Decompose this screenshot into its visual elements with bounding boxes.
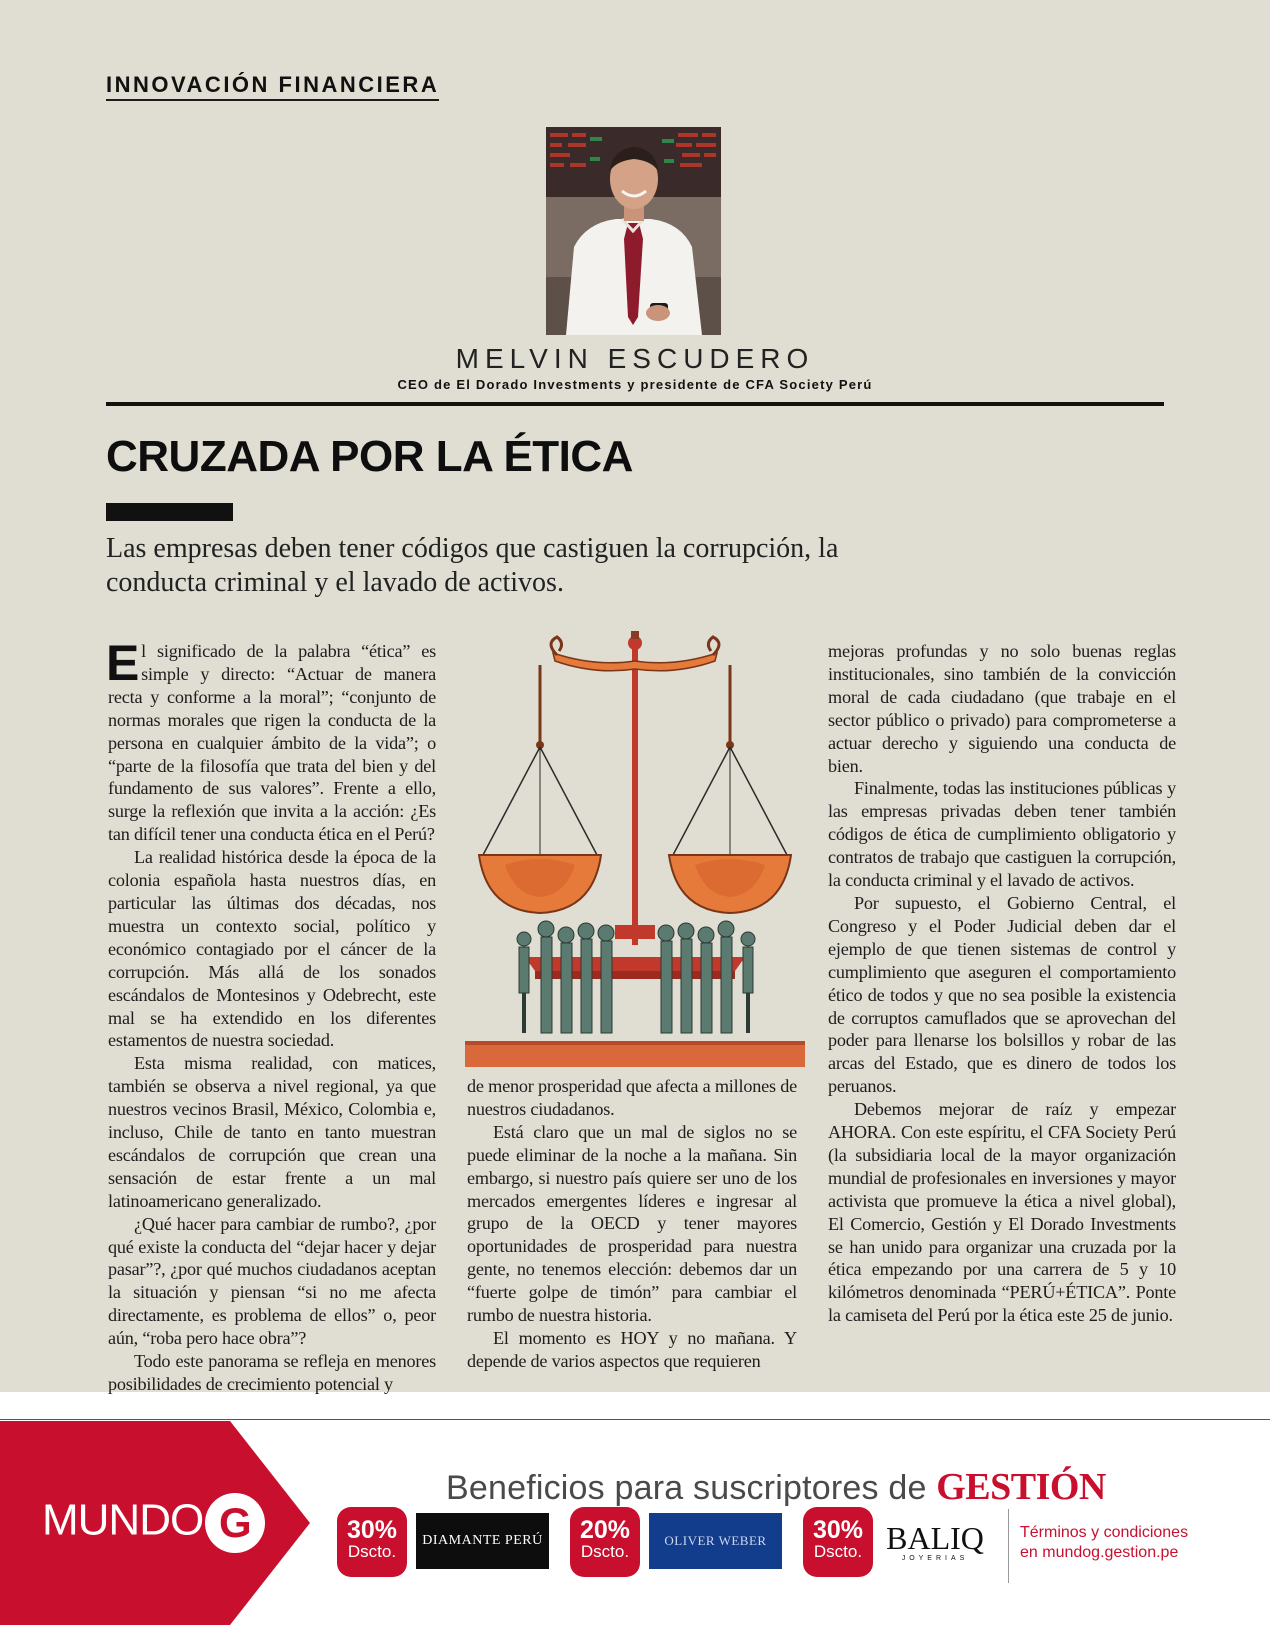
author-role: CEO de El Dorado Investments y presidente de CFA Society Perú <box>397 377 873 392</box>
brand-sub: JOYERIAS <box>901 1555 969 1562</box>
author-photo <box>546 127 721 335</box>
brand-logo-diamante[interactable]: DIAMANTE PERÚ <box>416 1513 549 1569</box>
paragraph <box>106 635 436 846</box>
headline-bar <box>106 503 233 521</box>
paragraph: La realidad histórica desde la época de la colonia española hasta nuestros días, en particular las últimas dos décadas, nos muestra un contexto social, político y económico contagiado por el cáncer de la corrupción. Más allá de los sonados escándalos de Montesinos y Odebrecht, este mal se ha extendido en los diferentes estamentos de nuestra sociedad. <box>108 847 436 1051</box>
paragraph: Por supuesto, el Gobierno Central, el Congreso y el Poder Judicial deben dar el ejemplo de que tienen sistemas de control y cumplimiento que aseguren el comportamiento ético de todos y que no sea posible la existencia de corruptos camuflados que se aprovechan del poder para llenarse los bolsillos y robar de las arcas del Estado, que es dinero de todos los peruanos. <box>828 892 1176 1097</box>
terms-link[interactable] <box>1020 1523 1188 1563</box>
logo-badge: G <box>193 1481 278 1566</box>
ad-title <box>446 1465 1106 1509</box>
article-column-1 <box>106 635 436 1396</box>
headline: CRUZADA POR LA ÉTICA <box>106 432 633 481</box>
ad-title-text: Beneficios para suscriptores de <box>446 1469 937 1507</box>
drop-cap: E <box>106 635 140 691</box>
author-name: MELVIN ESCUDERO <box>455 343 815 374</box>
logo-text: MUNDO <box>42 1495 204 1545</box>
section-label: INNOVACIÓN FINANCIERA <box>106 72 439 101</box>
article-column-3 <box>828 640 1176 1327</box>
discount-badge[interactable]: 30% Dscto. <box>337 1507 407 1577</box>
divider-rule <box>106 402 1164 406</box>
article-column-2 <box>467 1075 797 1373</box>
discount-badge[interactable]: 30% Dscto. <box>803 1507 873 1577</box>
terms-url: en mundog.gestion.pe <box>1020 1544 1179 1561</box>
deck: Las empresas deben tener códigos que castiguen la corrupción, la conducta criminal y el lavado de activos. <box>106 533 839 598</box>
paragraph: Está claro que un mal de siglos no se puede eliminar de la noche a la mañana. Sin embargo, si nuestro país quiere ser uno de los mercados emergentes líderes e ingresar al grupo de la OECD y tener mayores oportunidades de prosperidad para nuestra gente, no tenemos elección: debemos dar un “fuerte golpe de timón” para cambiar el rumbo de nuestra historia. <box>467 1121 797 1326</box>
paragraph: Debemos mejorar de raíz y empezar AHORA. Con este espíritu, el CFA Society Perú (la subsidiaria local de la mayor organización mundial de profesionales en inversiones y mayor activista que promueve la ética a nivel global), El Comercio, Gestión y El Dorado Investments se han unido para organizar una cruzada por la ética empezando por una carrera de 5 y 10 kilómetros denominada “PERÚ+ÉTICA”. Ponte la camiseta del Perú por la ética este 25 de junio. <box>828 1099 1176 1326</box>
scales-illustration <box>465 625 805 1068</box>
brand-logo-baliq[interactable] <box>880 1513 990 1569</box>
brand-name: BALIQ <box>886 1520 984 1556</box>
ad-separator <box>1008 1509 1009 1583</box>
brand-logo-oliver-weber[interactable]: OLIVER WEBER <box>649 1513 782 1569</box>
paragraph: de menor prosperidad que afecta a millones de nuestros ciudadanos. <box>467 1076 797 1119</box>
paragraph: Finalmente, todas las instituciones públicas y las empresas privadas deben tener también códigos de ética de cumplimiento obligatorio y contratos de trabajo que castiguen la corrupción, la conducta criminal y el lavado de activos. <box>828 778 1176 891</box>
discount-badge[interactable]: 20% Dscto. <box>570 1507 640 1577</box>
mundog-logo[interactable] <box>42 1493 265 1553</box>
paragraph: El momento es HOY y no mañana. Y depende de varios aspectos que requieren <box>467 1327 797 1371</box>
paragraph: Esta misma realidad, con matices, también se observa a nivel regional, ya que nuestros vecinos Brasil, México, Colombia e, incluso, Chile de tanto en tanto muestran escándalos de corrupción que crean una sensación de estar frente a un mal latinoamericano generalizado. <box>108 1053 436 1211</box>
paragraph-text: l significado de la palabra “ética” es simple y directo: “Actuar de manera recta y conforme a la moral”; “conjunto de normas morales que rigen la conducta de la persona en cualquier ámbito de la vida”; o “parte de la filosofía que trata del bien y del fundamento de sus valores”. Frente a ello, surge la reflexión que invita a la acción: ¿Es tan difícil tener una conducta ética en el Perú? <box>108 641 436 845</box>
paragraph: Todo este panorama se refleja en menores posibilidades de crecimiento potencial y <box>108 1351 436 1394</box>
paragraph: mejoras profundas y no solo buenas reglas institucionales, sino también de la convicción moral de cada ciudadano (que trabaje en el sector público o privado) para comprometerse a actuar derecho y siguiendo una conducta de bien. <box>828 641 1176 776</box>
gestion-brand: GESTIÓN <box>936 1466 1106 1508</box>
page-divider <box>0 1419 1270 1420</box>
advertisement-banner[interactable] <box>0 1421 1270 1625</box>
paragraph: ¿Qué hacer para cambiar de rumbo?, ¿por qué existe la conducta del “dejar hacer y dejar pasar”?, ¿por qué muchos ciudadanos aceptan la situación y piensan “si no me afecta directamente, es problema de ellos” o, peor aún, “roba pero hace obra”? <box>108 1213 436 1349</box>
terms-line: Términos y condiciones <box>1020 1524 1189 1541</box>
